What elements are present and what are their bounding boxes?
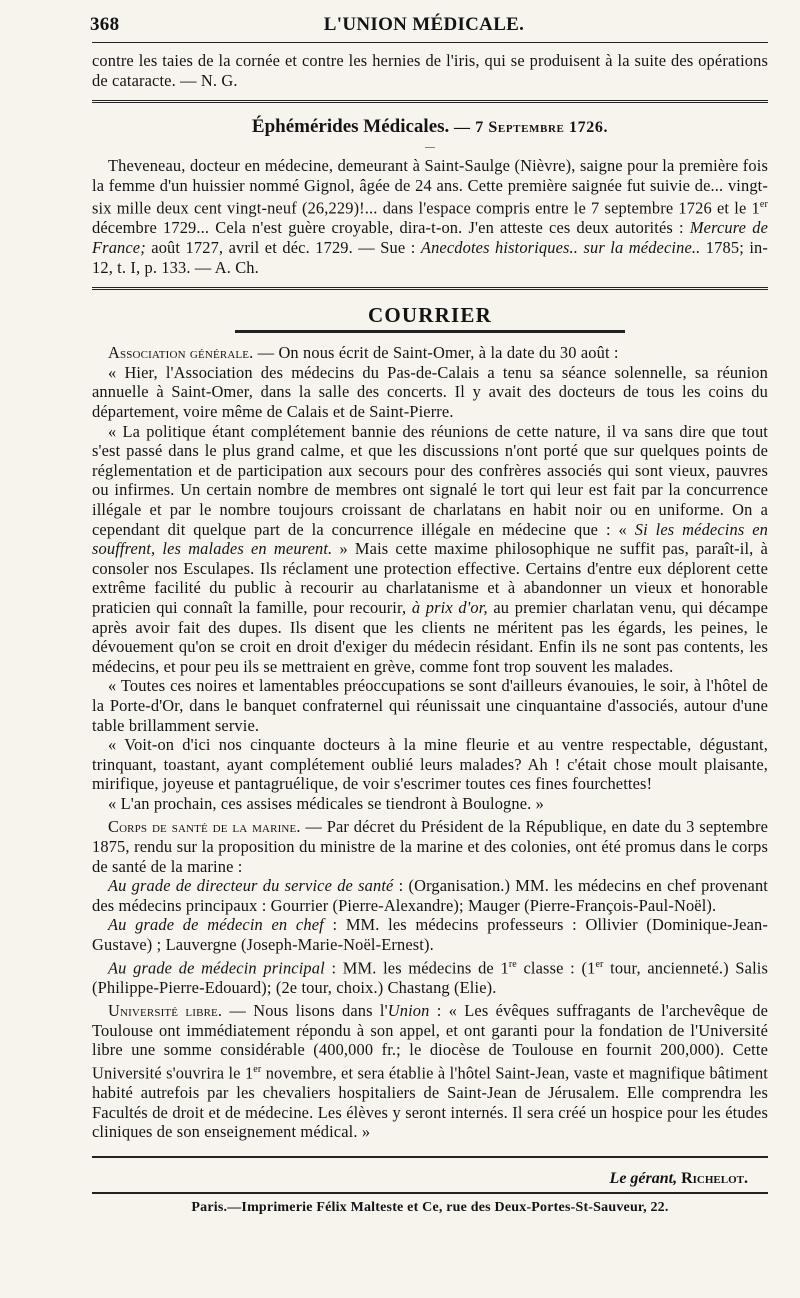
universite-text-b: novembre, et sera établie à l'hôtel Saint-Jean, vaste et magnifique bâtiment habité autrefois par les chevaliers hospitaliers de Saint-Jean de Jérusalem. Elle comprendra les Facultés de droit et de médecine. Les élèves y seront internés. Il sera créé un hospice pour les études cliniques de son enseignement médical. »: [92, 1063, 768, 1142]
ephemerides-paragraph: [92, 156, 768, 277]
courrier-paragraph-1: « Hier, l'Association des médecins du Pas-de-Calais a tenu sa séance solennelle, sa réunion annuelle à Saint-Omer, dans la salle des concerts. Il y avait des docteurs de tous les coins du département, voire même de Calais et de Saint-Pierre.: [92, 362, 768, 421]
corps-sante-label: Corps de santé de la marine.: [108, 817, 301, 837]
grade-chef-paragraph: [92, 915, 768, 954]
gerant-name: Richelot.: [681, 1169, 748, 1187]
grade-principal-label: Au grade de médecin principal: [108, 958, 325, 978]
short-dash: —: [425, 142, 435, 154]
page-header: [90, 14, 768, 36]
association-lead: — On nous écrit de Saint-Omer, à la date du 30 août :: [253, 343, 619, 363]
ordinal-sup: re: [508, 958, 517, 970]
universite-label: Université libre.: [108, 1001, 223, 1021]
grade-directeur-text: : (Organisation.) MM. les médecins en chef provenant des médecins principaux : Gourrier (Pierre-Alexandre); Mauger (Pierre-François-Paul-Noël).: [92, 876, 769, 915]
grade-directeur-paragraph: [92, 876, 768, 915]
courrier-p2-a: « La politique étant complétement bannie des réunions de cette nature, il va sans dire que tout s'est passé dans le plus grand calme, et que les discussions n'ont porté que sur quelques points de réglementation et de participation aux secours pour des confrères associés qui sont vieux, pauvres ou infirmes. Un certain nombre de membres ont signalé le tort qui leur est fait par la concurrence illégale et par le nombre toujours croissant de charlatans en habit noir ou en uniforme. On a cependant dit quelque part de la concurrence illégale en médecine que : «: [92, 421, 768, 539]
corps-sante-paragraph: [92, 817, 768, 876]
grade-chef-text: : MM. les médecins professeurs : Ollivier (Dominique-Jean-Gustave) ; Lauvergne (Joseph-Marie-Noël-Ernest).: [92, 915, 768, 955]
ordinal-sup: er: [595, 958, 604, 970]
courrier-paragraph-5: « L'an prochain, ces assises médicales se tiendront à Boulogne. »: [108, 793, 545, 813]
association-label: Association générale.: [108, 343, 254, 363]
source-union: Union: [387, 1001, 430, 1021]
prix-dor-phrase: à prix d'or,: [411, 597, 488, 617]
grade-principal-text-a: : MM. les médecins de 1: [324, 958, 509, 978]
ephemerides-text-a: Theveneau, docteur en médecine, demeurant à Saint-Saulge (Nièvre), saigne pour la première fois la femme d'un huissier nommé Gignol, âgée de 24 ans. Cette première saignée fut suivie de... vingt-six mille deux cent vingt-neuf (26,229)!... dans l'espace compris entre le 7 septembre 1726 et le 1: [92, 156, 768, 218]
section-divider-bottom: [92, 287, 768, 293]
courrier-paragraph-4: « Voit-on d'ici nos cinquante docteurs à la mine fleurie et au ventre respectable, dégustant, trinquant, toastant, ayant complétement oublié leurs malades? Ah ! c'était chose moult plaisante, mirifique, joyeuse et pantagruélique, de voir s'escrimer toutes ces fines fourchettes!: [92, 735, 768, 794]
ephemerides-text-c: août 1727, avril et déc. 1729. — Sue :: [145, 238, 421, 258]
courrier-p2-b: » Mais cette maxime philosophique ne suffit pas, paraît-il, à consoler nos Esculapes. Ils réclament une protection effective. Certains d'entre eux déplorent cette extrême facilité du public à recourir au charlatanisme et à abandonner un vieux et honorable praticien qui connaît la famille, pour recourir,: [92, 539, 768, 617]
grade-principal-paragraph: [92, 955, 768, 998]
grade-principal-text-c: tour, ancienneté.) Salis (Philippe-Pierre-Edouard); (2e tour, choix.) Chastang (Elie).: [92, 958, 769, 997]
ordinal-sup: er: [759, 199, 768, 211]
ephemerides-title: Éphémérides Médicales.: [251, 116, 450, 138]
footer-rule: [92, 1156, 768, 1158]
grade-chef-label: Au grade de médecin en chef: [108, 915, 324, 935]
gerant-signature: [92, 1170, 768, 1188]
association-paragraph: [92, 343, 768, 363]
ephemerides-text-d: 1785; in-12, t. I, p. 133. — A. Ch.: [92, 238, 768, 277]
source-anecdotes: Anecdotes historiques.. sur la médecine..: [420, 238, 701, 258]
imprint-rule: [92, 1192, 768, 1194]
courrier-p2-c: au premier charlatan venu, qui décampe après avoir fait des dupes. Ils disent que les clients ne méritent pas les égards, les peines, le dévouement qu'on se croit en droit d'exiger du médecin résidant. Enfin ils ne sont pas contents, les médecins, et pour peu ils se mettraient en grève, comme font trop souvent les malades.: [92, 597, 768, 676]
corps-sante-lead: — Par décret du Président de la République, en date du 3 septembre 1875, rendu sur la proposition du ministre de la marine et des colonies, ont été promus dans le corps de santé de la marine :: [92, 817, 768, 876]
ordinal-sup: er: [253, 1064, 262, 1076]
printer-imprint: Paris.—Imprimerie Félix Malteste et Ce, rue des Deux-Portes-St-Sauveur, 22.: [191, 1199, 669, 1215]
gerant-label: Le gérant,: [609, 1169, 678, 1187]
grade-principal-text-b: classe : (1: [516, 958, 596, 978]
section-divider-top: [92, 100, 768, 106]
header-rule: [92, 42, 768, 43]
intro-paragraph: contre les taies de la cornée et contre les hernies de l'iris, qui se produisent à la suite des opérations de cataracte. — N. G.: [92, 51, 768, 90]
universite-text-a: : « Les évêques suffragants de l'archevêque de Toulouse ont immédiatement répondu à son appel, et ont garanti pour la fondation de l'Université libre une somme considérable (400,000 fr.; le diocèse de Toulouse en fournit 200,000). Cette Université s'ouvrira le 1: [92, 1001, 769, 1083]
courrier-paragraph-3: « Toutes ces noires et lamentables préoccupations se sont d'ailleurs évanouies, le soir, à l'hôtel de la Porte-d'Or, dans le banquet confraternel qui réunissait une cinquantaine d'associés, autour d'une table brillamment servie.: [92, 676, 768, 735]
courrier-rule: [235, 330, 625, 333]
ephemerides-date: — 7 Septembre 1726.: [454, 119, 609, 137]
ephemerides-heading: [92, 116, 768, 138]
ephemerides-text-b: décembre 1729... Cela n'est guère croyable, dira-t-on. J'en atteste ces deux autorités :: [92, 218, 690, 238]
source-mercure: Mercure de France;: [92, 218, 768, 258]
maxim-quote: Si les médecins en souffrent, les malades en meurent.: [92, 519, 768, 559]
universite-lead: — Nous lisons dans l': [222, 1001, 388, 1021]
courrier-paragraph-2: [92, 422, 768, 677]
page-number: 368: [90, 14, 120, 35]
universite-paragraph: [92, 1001, 768, 1142]
grade-directeur-label: Au grade de directeur du service de santé: [108, 876, 394, 896]
journal-title: L'UNION MÉDICALE.: [323, 14, 525, 35]
courrier-title: COURRIER: [368, 303, 492, 328]
